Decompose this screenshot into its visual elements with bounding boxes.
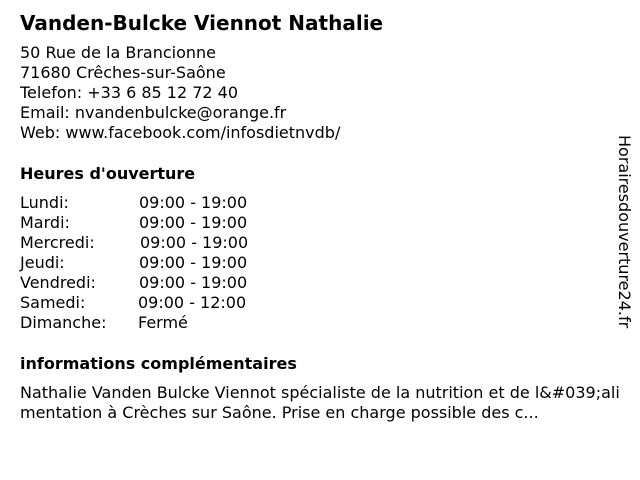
day-label: Vendredi: xyxy=(20,273,96,292)
hours-row-dimanche xyxy=(20,313,280,333)
hours-list xyxy=(20,193,280,333)
time-value: 09:00 - 19:00 xyxy=(139,193,248,212)
time-value: 09:00 - 19:00 xyxy=(139,273,248,292)
address-city: 71680 Crêches-sur-Saône xyxy=(20,63,226,82)
day-label: Jeudi: xyxy=(20,253,65,272)
contact-block xyxy=(20,43,340,143)
hours-row-vendredi xyxy=(20,273,280,293)
day-label: Samedi: xyxy=(20,293,86,312)
time-value: 09:00 - 19:00 xyxy=(140,233,249,252)
time-value: 09:00 - 12:00 xyxy=(138,293,247,312)
time-value: 09:00 - 19:00 xyxy=(139,253,248,272)
hours-row-lundi xyxy=(20,193,280,213)
hours-row-jeudi xyxy=(20,253,280,273)
info-heading: informations complémentaires xyxy=(20,354,297,373)
email-line: Email: nvandenbulcke@orange.fr xyxy=(20,103,287,122)
web-line: Web: www.facebook.com/infosdietnvdb/ xyxy=(20,123,341,142)
hours-row-mardi xyxy=(20,213,280,233)
info-description: Nathalie Vanden Bulcke Viennot spécialiste de la nutrition et de l&#039;alimentation à Crèches sur Saône. Prise en charge possible des c... xyxy=(20,383,620,422)
day-label: Dimanche: xyxy=(20,313,107,332)
brand-watermark: Horairesdouverture24.fr xyxy=(615,135,634,329)
time-value: 09:00 - 19:00 xyxy=(139,213,248,232)
phone-line: Telefon: +33 6 85 12 72 40 xyxy=(20,83,239,102)
business-name: Vanden-Bulcke Viennot Nathalie xyxy=(20,11,384,35)
day-label: Lundi: xyxy=(20,193,69,212)
day-label: Mercredi: xyxy=(20,233,95,252)
hours-heading: Heures d'ouverture xyxy=(20,164,196,183)
day-label: Mardi: xyxy=(20,213,70,232)
address-street: 50 Rue de la Brancionne xyxy=(20,43,216,62)
hours-row-mercredi xyxy=(20,233,280,253)
hours-row-samedi xyxy=(20,293,280,313)
time-value: Fermé xyxy=(138,313,188,332)
